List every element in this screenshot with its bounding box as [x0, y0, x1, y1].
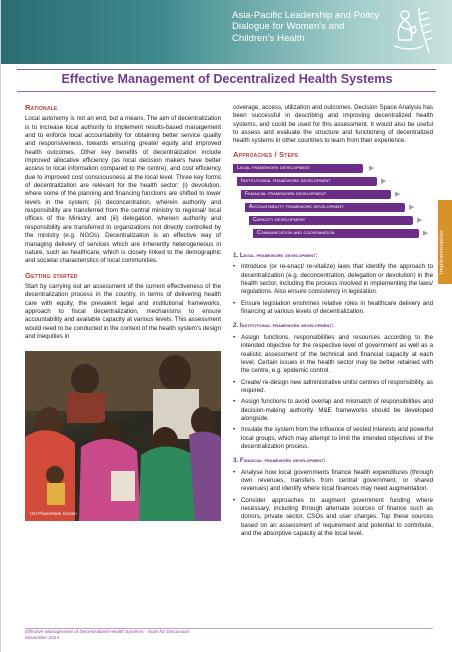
getting-started-paragraph: Start by carrying out an assessment of the current effectiveness of the decentralization process in the country, in terms of delivering health care with equity, the prevalent legal and institutional frameworks, approach to fiscal decentralization, mechanisms to ensure accountability and available capacity at various levels. This assessment would need to be conducted in the context of the health system's design and inequities in: [25, 282, 221, 340]
bullet-item: • Assign functions, responsibilities and resources according to the intended objective for the respective level of government as well as a realistic assessment of the technical and financial capacity at each level. Certain issues in the health sector may be better retained with the centre, e.g. epidemic control.: [233, 334, 433, 376]
footer-title: Effective Management of Decentralized Health Systems - Note for Discussion: [25, 630, 190, 635]
steps-diagram: [233, 162, 433, 244]
step-communication: Communication and coordination: [253, 229, 419, 238]
left-column: [25, 104, 221, 521]
step-arrow-icon: ▶: [395, 191, 401, 199]
women-group-photo: [25, 351, 221, 521]
bullet-item: • Assign functions to avoid overlap and mismatch of responsibilities and decision-making authority. M&E frameworks should be developed alongside.: [233, 398, 433, 423]
bullet-item: • Create/ re-design new administrative units/ centres of responsibility, as required.: [233, 379, 433, 396]
step-institutional: Institutional framework development: [237, 177, 377, 186]
photo-illustration: [25, 351, 221, 521]
rationale-heading: Rationale: [25, 103, 58, 112]
bullet-item: • Ensure legislation enshrines relative roles in healthcare delivery and financing at various levels of decentralization.: [233, 300, 433, 317]
step-arrow-icon: ▶: [369, 165, 375, 173]
right-column: [233, 104, 433, 541]
rationale-paragraph: Local autonomy is not an end, but a means. The aim of decentralization is to increase local authority to implement results-based management and to enforce local accountability for obtaining better service quality and responsiveness, towards ensuring greater equity and improved health outcomes. Other key benefits of decentralization include improved allocative efficiency (as local decision makers have better access to local information compared to the centre), and cost efficiency due to improved cost consciousness at the local level. Three key forms of decentralization are relevant for the health sector: (i) devolution, where some of the planning and financing functions are shifted to lower levels in the system; (ii) deconcentration, wherein authority and responsibility are transferred from the central ministry to regional/ local offices of the Ministry; and (iii) delegation, wherein authority and responsibility are transferred to organizations not directly controlled by the ministry (e.g. NGOs). Decentralization is an effective way of managing delivery of services which are inherently heterogeneous in nature, such as healthcare, which is closely linked to the demographic and societal characteristics of local communities.: [25, 115, 221, 265]
step-legal: Legal framework development: [233, 164, 363, 173]
section-legal: [233, 252, 433, 316]
implementation-side-tab: [438, 200, 452, 284]
section-title: 1. Legal framework development:: [233, 252, 318, 260]
step-capacity: Capacity development: [249, 216, 413, 225]
step-financial: Financial framework development: [241, 190, 391, 199]
step-arrow-icon: ▶: [417, 217, 423, 225]
footer: [25, 630, 435, 642]
title-rule-top: [17, 69, 436, 70]
footer-date: November 2013: [25, 636, 60, 641]
section-financial: [233, 457, 433, 538]
bullet-item: • Insulate the system from the influence of vested interests and powerful local groups, which may attempt to limit the intended objectives of the decentralization process.: [233, 426, 433, 451]
section-title: 2. Institutional framework development:: [233, 322, 334, 330]
bullet-item: • Consider approaches to augment government funding where necessary, including through alternate sources of finance such as donors, private sector, CSOs and user charges. Top these sources based on an assessment of requirement and potential to contribute, and the absorptive capacity at the local level.: [233, 497, 433, 539]
approaches-heading: Approaches / Steps: [233, 149, 299, 159]
section-institutional: [233, 322, 433, 451]
header-banner: [1, 0, 452, 64]
section-title: 3. Financial framework development:: [233, 457, 326, 465]
title-rule-bottom: [17, 91, 436, 92]
step-arrow-icon: ▶: [409, 204, 415, 212]
bullet-item: • Analyse how local governments finance health expenditures (through own revenues, transfers from central government, or shared revenues) and identify where local finances may need augmentation.: [233, 469, 433, 494]
step-arrow-icon: ▶: [423, 230, 429, 238]
logo-icon: [389, 6, 433, 58]
page-title: Effective Management of Decentralized Health Systems: [61, 72, 393, 86]
step-arrow-icon: ▶: [381, 178, 387, 186]
footer-rule: [25, 628, 433, 629]
getting-started-heading: Getting started: [25, 270, 78, 280]
side-tab-label: Implementation: [439, 230, 445, 274]
continued-paragraph: coverage, access, utilization and outcomes. Decision Space Analysis has been successful in describing and improving decentralized health systems, and could be used for this assessment. It would also be useful to assess and evaluate the structure and functioning of decentralized health systems in other countries to learn from their experience.: [233, 104, 433, 145]
photo-credit: UN Photo/Mark Garten: [30, 510, 77, 516]
step-accountability: Accountability framework development: [245, 203, 405, 212]
bullet-item: • Introduce (or re-enact/ re-vitalize) laws that identify the approach to decentralization (e.g. deconcentration, delegation or devolution) in the health sector, including the process involved in implementing the laws/ regulations. Also ensure consistency in legislation.: [233, 263, 433, 296]
header-title: Asia-Pacific Leadership and Policy Dialogue for Women's and Children's Health: [232, 10, 380, 44]
